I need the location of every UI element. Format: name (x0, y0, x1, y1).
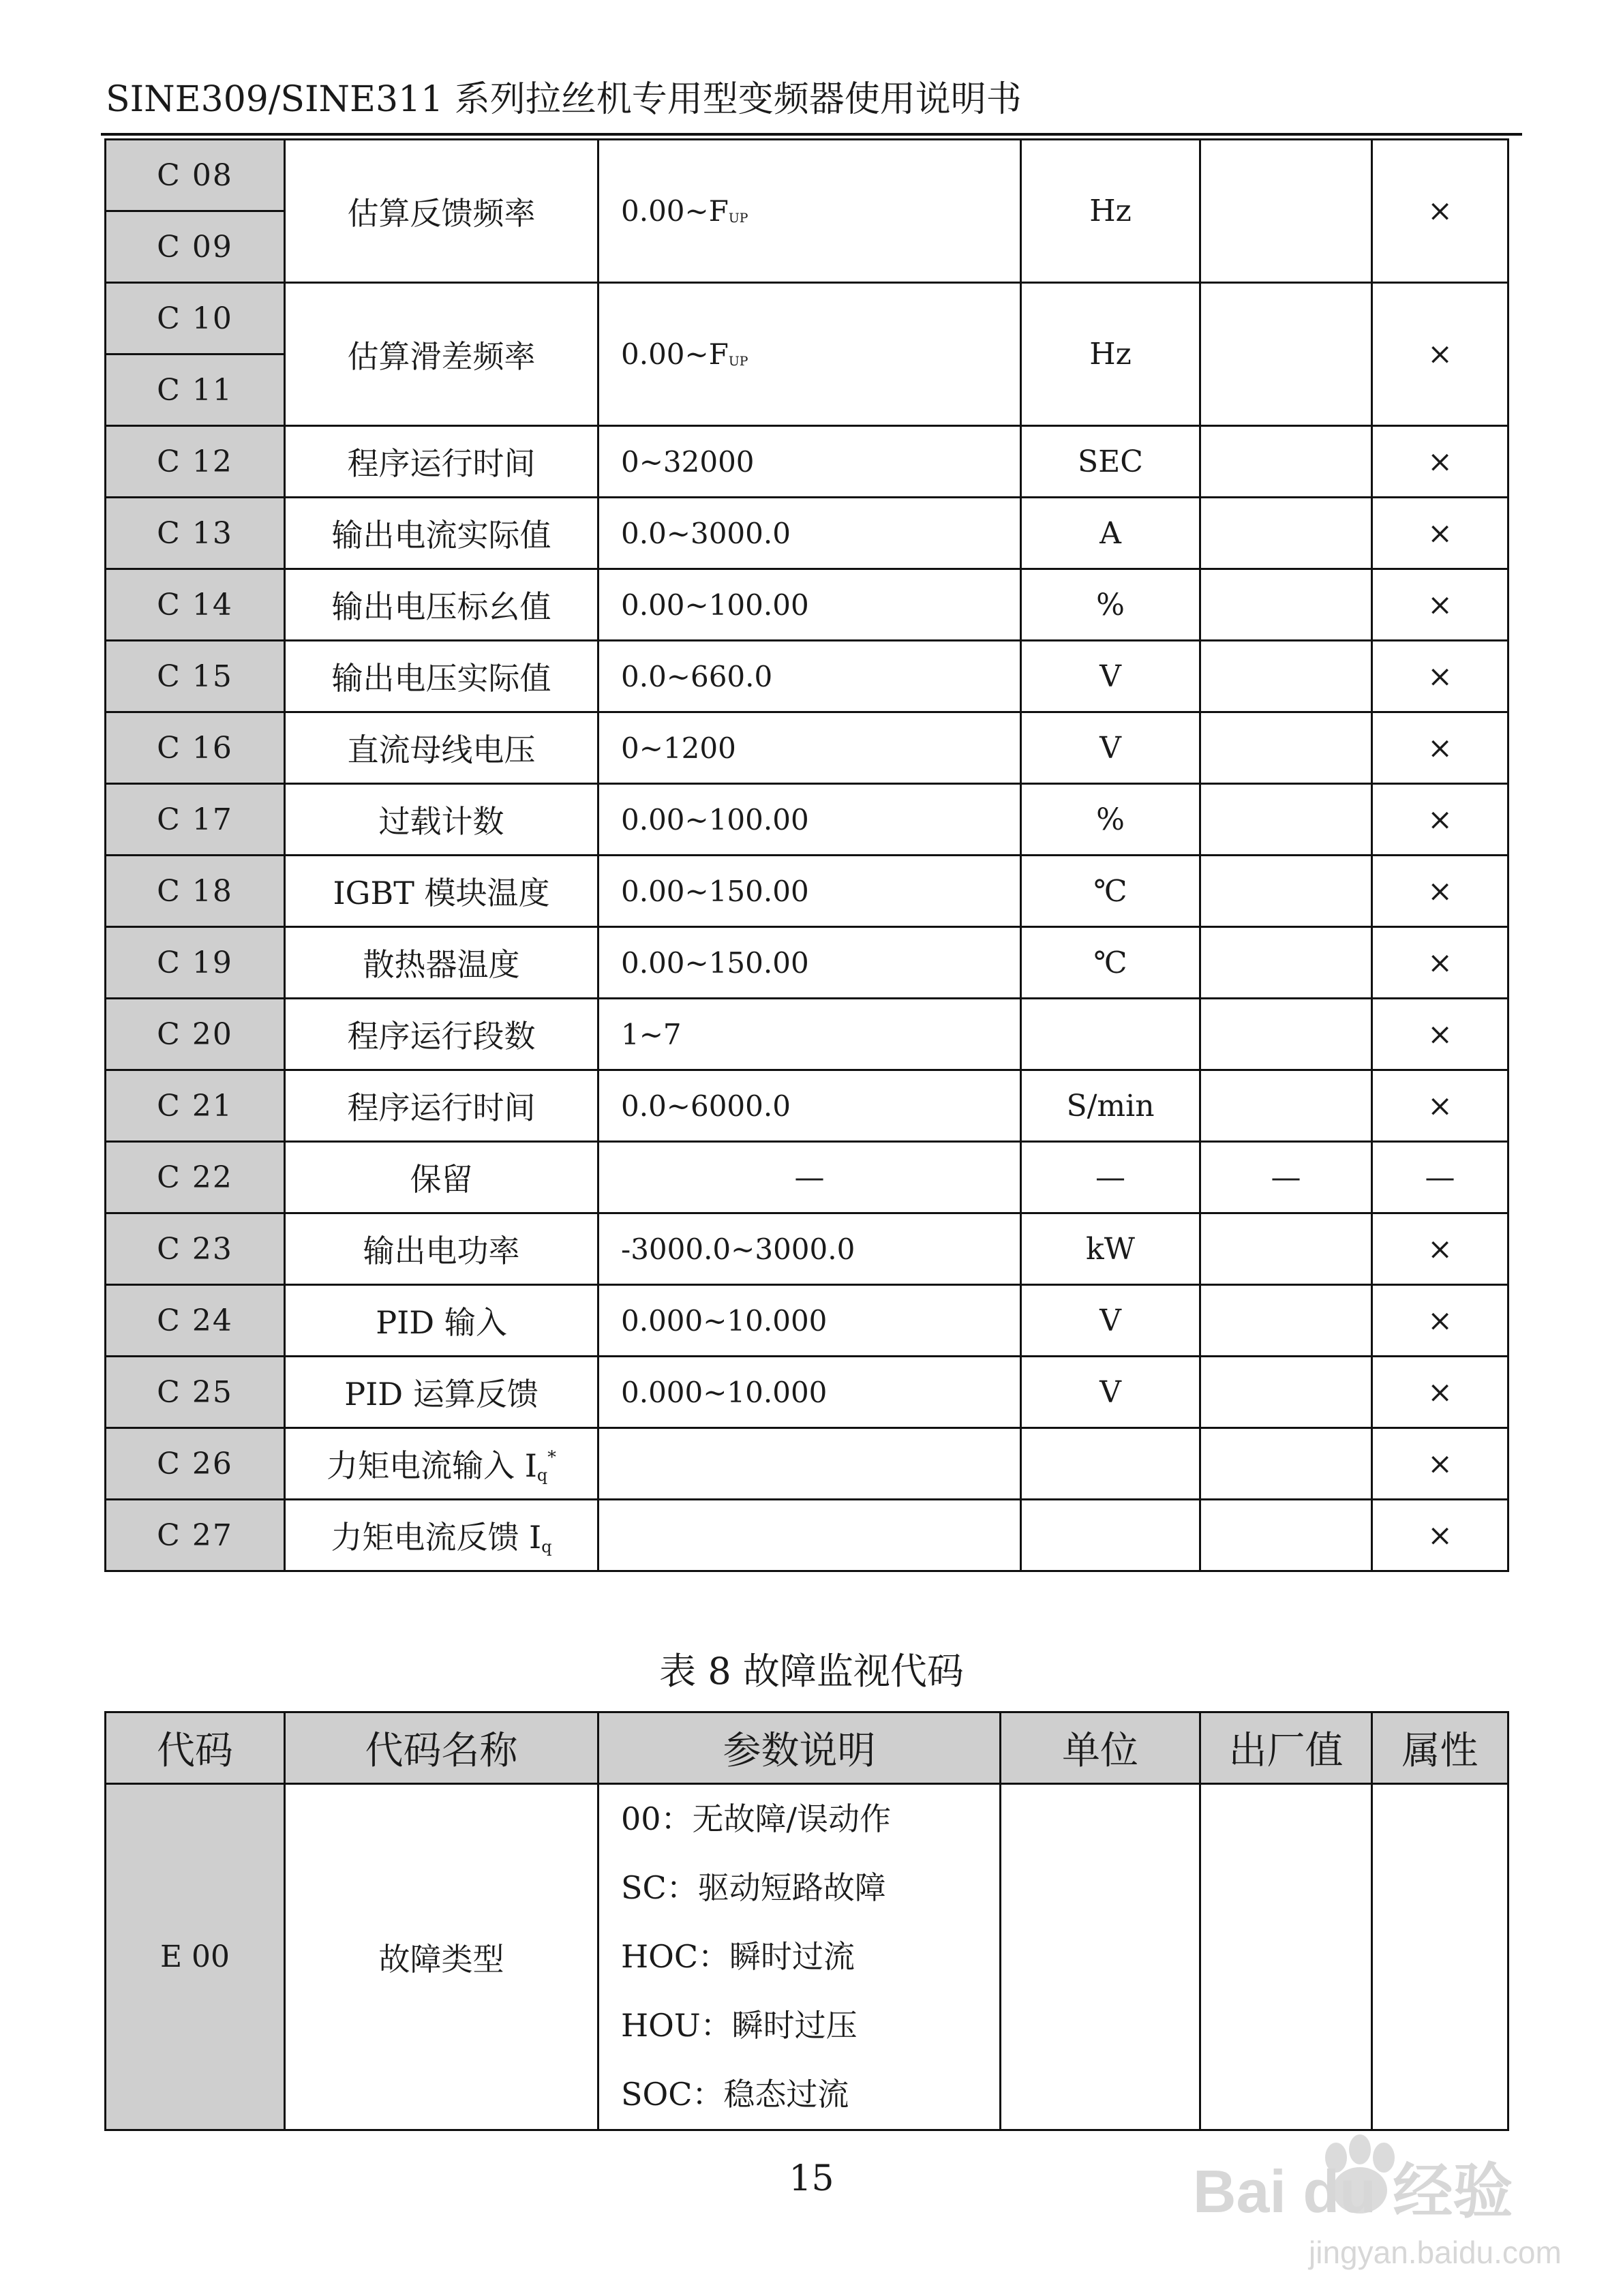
code-cell: E 00 (106, 1784, 285, 2130)
name-cell: 程序运行时间 (285, 1070, 598, 1142)
param-list-cell (598, 1784, 1001, 2130)
code-cell: C 11 (106, 354, 285, 426)
param-cell: 0~32000 (598, 426, 1021, 498)
table-row (106, 283, 1508, 354)
unit-cell: % (1021, 569, 1200, 641)
factory-cell (1200, 1500, 1372, 1571)
param-cell: 0.00~150.00 (598, 856, 1021, 927)
header-unit: 单位 (1001, 1712, 1200, 1784)
param-cell: — (598, 1142, 1021, 1213)
attr-cell: × (1372, 569, 1508, 641)
header-param: 参数说明 (598, 1712, 1001, 1784)
unit-cell: % (1021, 784, 1200, 856)
code-cell: C 18 (106, 856, 285, 927)
table-row (106, 426, 1508, 498)
watermark-url: jingyan.baidu.com (1309, 2235, 1562, 2270)
list-item: SC：驱动短路故障 (621, 1869, 886, 1906)
table-row (106, 1285, 1508, 1357)
header-code: 代码 (106, 1712, 285, 1784)
table-row (106, 641, 1508, 712)
code-cell: C 15 (106, 641, 285, 712)
table-row (106, 1213, 1508, 1285)
table-row (106, 1784, 1508, 2130)
factory-cell (1200, 784, 1372, 856)
unit-cell: kW (1021, 1213, 1200, 1285)
name-cell: 程序运行时间 (285, 426, 598, 498)
attr-cell: × (1372, 712, 1508, 784)
factory-cell (1200, 283, 1372, 426)
code-cell: C 13 (106, 498, 285, 569)
factory-cell: — (1200, 1142, 1372, 1213)
unit-cell: ℃ (1021, 927, 1200, 999)
table-row (106, 856, 1508, 927)
attr-cell: × (1372, 999, 1508, 1070)
param-cell: 0~1200 (598, 712, 1021, 784)
param-cell (598, 1428, 1021, 1500)
list-item: SOC：稳态过流 (621, 2076, 849, 2113)
param-cell: 0.0~3000.0 (598, 498, 1021, 569)
unit-cell: V (1021, 1285, 1200, 1357)
code-cell: C 19 (106, 927, 285, 999)
watermark-logo-text: Bai du 经验 (1193, 2158, 1513, 2225)
code-cell: C 20 (106, 999, 285, 1070)
name-cell: 散热器温度 (285, 927, 598, 999)
unit-cell: V (1021, 641, 1200, 712)
attr-cell: × (1372, 927, 1508, 999)
param-cell: 0.00~150.00 (598, 927, 1021, 999)
attr-cell: × (1372, 498, 1508, 569)
unit-cell (1021, 999, 1200, 1070)
code-cell: C 08 (106, 140, 285, 211)
name-cell: 直流母线电压 (285, 712, 598, 784)
name-cell: 故障类型 (285, 1784, 598, 2130)
unit-cell (1021, 1500, 1200, 1571)
unit-cell: ℃ (1021, 856, 1200, 927)
table-caption: 表 8 故障监视代码 (659, 1650, 964, 1693)
table-header-row (106, 1712, 1508, 1784)
unit-cell: SEC (1021, 426, 1200, 498)
factory-cell (1200, 1357, 1372, 1428)
unit-cell: — (1021, 1142, 1200, 1213)
code-cell: C 22 (106, 1142, 285, 1213)
unit-cell: A (1021, 498, 1200, 569)
code-cell: C 14 (106, 569, 285, 641)
code-cell: C 21 (106, 1070, 285, 1142)
code-cell: C 17 (106, 784, 285, 856)
factory-cell (1200, 999, 1372, 1070)
factory-cell (1200, 641, 1372, 712)
attr-cell: × (1372, 426, 1508, 498)
param-cell: 0.0~6000.0 (598, 1070, 1021, 1142)
factory-cell (1200, 1070, 1372, 1142)
list-item: HOC：瞬时过流 (621, 1938, 855, 1975)
param-cell: 0.00~FUP (598, 283, 1021, 426)
attr-cell: × (1372, 1357, 1508, 1428)
table-row (106, 1428, 1508, 1500)
fault-table (104, 1711, 1509, 2131)
param-cell: 0.000~10.000 (598, 1357, 1021, 1428)
factory-cell (1200, 1285, 1372, 1357)
table-row (106, 140, 1508, 211)
name-cell: 力矩电流反馈 $I_q$ (285, 1500, 598, 1571)
name-cell: 输出电流实际值 (285, 498, 598, 569)
table-row (106, 1142, 1508, 1213)
code-cell: C 09 (106, 211, 285, 283)
name-cell: 输出电压标幺值 (285, 569, 598, 641)
attr-cell: × (1372, 641, 1508, 712)
header-rule (101, 133, 1522, 136)
table-row (106, 1070, 1508, 1142)
attr-cell: × (1372, 1500, 1508, 1571)
page-number: 15 (789, 2158, 834, 2199)
unit-cell: V (1021, 712, 1200, 784)
name-cell: PID 运算反馈 (285, 1357, 598, 1428)
code-cell: C 16 (106, 712, 285, 784)
table-row (106, 784, 1508, 856)
unit-cell: Hz (1021, 283, 1200, 426)
code-cell: C 27 (106, 1500, 285, 1571)
factory-cell (1200, 927, 1372, 999)
factory-cell (1200, 1213, 1372, 1285)
baidu-jingyan-watermark (1152, 2110, 1588, 2280)
factory-cell (1200, 140, 1372, 283)
table-row (106, 1500, 1508, 1571)
name-cell: IGBT 模块温度 (285, 856, 598, 927)
table-row (106, 569, 1508, 641)
name-cell: 输出电功率 (285, 1213, 598, 1285)
param-cell: 0.000~10.000 (598, 1285, 1021, 1357)
unit-cell: Hz (1021, 140, 1200, 283)
attr-cell: × (1372, 784, 1508, 856)
name-cell: PID 输入 (285, 1285, 598, 1357)
unit-cell: V (1021, 1357, 1200, 1428)
param-cell (598, 1500, 1021, 1571)
table-row (106, 927, 1508, 999)
name-cell: 过载计数 (285, 784, 598, 856)
name-cell: 程序运行段数 (285, 999, 598, 1070)
attr-cell: — (1372, 1142, 1508, 1213)
param-cell: 1~7 (598, 999, 1021, 1070)
unit-cell (1021, 1428, 1200, 1500)
factory-cell (1200, 498, 1372, 569)
code-cell: C 26 (106, 1428, 285, 1500)
unit-cell (1001, 1784, 1200, 2130)
table-row (106, 1357, 1508, 1428)
name-cell: 估算反馈频率 (285, 140, 598, 283)
code-cell: C 24 (106, 1285, 285, 1357)
factory-cell (1200, 712, 1372, 784)
param-cell: 0.0~660.0 (598, 641, 1021, 712)
attr-cell: × (1372, 1285, 1508, 1357)
attr-cell: × (1372, 1070, 1508, 1142)
attr-cell: × (1372, 283, 1508, 426)
factory-cell (1200, 1784, 1372, 2130)
param-cell: 0.00~100.00 (598, 784, 1021, 856)
header-name: 代码名称 (285, 1712, 598, 1784)
factory-cell (1200, 1428, 1372, 1500)
name-cell: 估算滑差频率 (285, 283, 598, 426)
attr-cell (1372, 1784, 1508, 2130)
attr-cell: × (1372, 856, 1508, 927)
table-row (106, 498, 1508, 569)
monitor-table (104, 138, 1509, 1572)
name-cell: 保留 (285, 1142, 598, 1213)
attr-cell: × (1372, 1428, 1508, 1500)
factory-cell (1200, 426, 1372, 498)
factory-cell (1200, 569, 1372, 641)
param-cell: 0.00~100.00 (598, 569, 1021, 641)
code-cell: C 25 (106, 1357, 285, 1428)
name-cell: 输出电压实际值 (285, 641, 598, 712)
name-cell: 力矩电流输入 $I_q^*$ (285, 1428, 598, 1500)
attr-cell: × (1372, 1213, 1508, 1285)
param-cell: 0.00~FUP (598, 140, 1021, 283)
list-item: HOU：瞬时过压 (621, 2007, 858, 2044)
attr-cell: × (1372, 140, 1508, 283)
param-cell: -3000.0~3000.0 (598, 1213, 1021, 1285)
factory-cell (1200, 856, 1372, 927)
code-cell: C 23 (106, 1213, 285, 1285)
list-item: 00：无故障/误动作 (621, 1800, 892, 1837)
header-factory: 出厂值 (1200, 1712, 1372, 1784)
table-row (106, 999, 1508, 1070)
unit-cell: S/min (1021, 1070, 1200, 1142)
code-cell: C 12 (106, 426, 285, 498)
page-header: SINE309/SINE311 系列拉丝机专用型变频器使用说明书 (106, 79, 1022, 120)
code-cell: C 10 (106, 283, 285, 354)
header-attr: 属性 (1372, 1712, 1508, 1784)
table-row (106, 712, 1508, 784)
